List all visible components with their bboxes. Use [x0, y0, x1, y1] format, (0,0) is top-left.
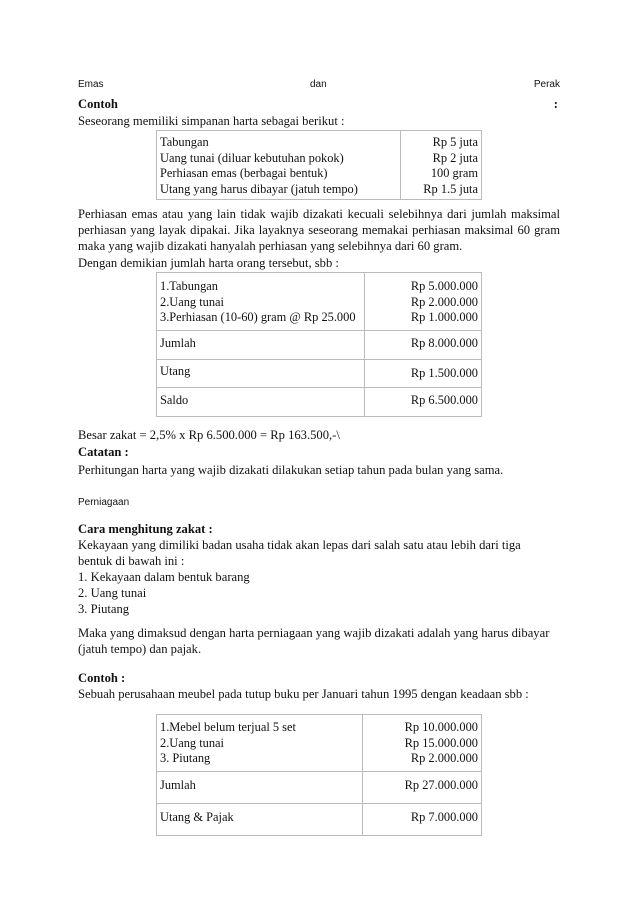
jumlah-label: Jumlah: [157, 331, 365, 360]
besar-zakat: Besar zakat = 2,5% x Rp 6.500.000 = Rp 163.500,-\: [78, 428, 340, 442]
asset-item: Utang yang harus dibayar (jatuh tempo): [160, 181, 358, 196]
utang-pajak-label: Utang & Pajak: [157, 804, 363, 836]
wealth-table: [156, 272, 482, 417]
wealth-items-cell: [157, 273, 365, 331]
business-value: Rp 15.000.000: [404, 735, 478, 750]
header-left: Emas: [78, 79, 104, 90]
jumlah-value: Rp 27.000.000: [363, 772, 482, 804]
paragraph-line: Perhiasan emas atau yang lain tidak wajib dizakati kecuali selebihnya dari jumlah maksimal: [78, 207, 560, 221]
maka-paragraph: [78, 625, 549, 657]
utang-pajak-value: Rp 7.000.000: [363, 804, 482, 836]
business-item: 2.Uang tunai: [160, 735, 225, 750]
paragraph-line: Maka yang dimaksud dengan harta perniagaan yang wajib dizakati adalah yang harus dibayar: [78, 626, 550, 640]
asset-values-cell: [401, 131, 482, 200]
cara-line: 2. Uang tunai: [78, 586, 147, 600]
business-item: 3. Piutang: [160, 751, 211, 765]
utang-label: Utang: [157, 360, 365, 388]
cara-heading: Cara menghitung zakat :: [78, 522, 213, 536]
saldo-value: Rp 6.500.000: [365, 388, 482, 417]
asset-table: [156, 130, 482, 200]
header-center: dan: [310, 79, 327, 90]
business-item: 1.Mebel belum terjual 5 set: [160, 720, 296, 734]
perniagaan-heading: Perniagaan: [78, 497, 130, 508]
wealth-value: Rp 5.000.000: [410, 279, 478, 293]
header-right: Perak: [533, 79, 560, 90]
asset-item: Uang tunai (diluar kebutuhan pokok): [160, 150, 344, 165]
paragraph-line: maka yang wajib dizakati hanyalah perhiasan yang selebihnya dari 60 gram.: [78, 239, 463, 253]
asset-item: Tabungan: [160, 135, 209, 149]
asset-value: 100 gram: [430, 166, 478, 180]
cara-line: Kekayaan yang dimiliki badan usaha tidak akan lepas dari salah satu atau lebih dari tiga: [78, 538, 521, 552]
cara-line: bentuk di bawah ini :: [78, 554, 185, 568]
asset-items-cell: [157, 131, 401, 200]
utang-value: Rp 1.500.000: [365, 360, 482, 388]
wealth-item: 2.Uang tunai: [160, 294, 225, 309]
saldo-label: Saldo: [157, 388, 365, 417]
contoh-heading: Contoh: [78, 97, 118, 111]
jumlah-value: Rp 8.000.000: [365, 331, 482, 360]
paragraph-line: perhiasan yang layak dipakai. Jika layaknya seseorang memakai perhiasan maksimal 60 gram: [78, 223, 560, 237]
contoh-colon: :: [553, 97, 558, 111]
cara-text: [78, 537, 521, 617]
asset-value: Rp 1.5 juta: [423, 181, 478, 196]
asset-value: Rp 2 juta: [432, 150, 478, 165]
business-value: Rp 2.000.000: [410, 751, 478, 765]
cara-line: 1. Kekayaan dalam bentuk barang: [78, 570, 250, 584]
business-table: [156, 714, 482, 836]
catatan-heading: Catatan :: [78, 445, 129, 459]
contoh2-text: Sebuah perusahaan meubel pada tutup buku per Januari tahun 1995 dengan keadaan sbb :: [78, 687, 529, 701]
paragraph-line: (jatuh tempo) dan pajak.: [78, 642, 202, 656]
business-value: Rp 10.000.000: [404, 720, 478, 734]
wealth-item: 1.Tabungan: [160, 279, 218, 293]
jumlah-label: Jumlah: [157, 772, 363, 804]
perhiasan-paragraph: [78, 206, 560, 254]
intro2-text: Dengan demikian jumlah harta orang tersebut, sbb :: [78, 256, 339, 270]
wealth-value: Rp 2.000.000: [410, 294, 478, 309]
wealth-value: Rp 1.000.000: [410, 310, 478, 324]
asset-value: Rp 5 juta: [432, 135, 478, 149]
business-items-cell: [157, 715, 363, 772]
wealth-values-cell: [365, 273, 482, 331]
cara-line: 3. Piutang: [78, 602, 130, 616]
wealth-item: 3.Perhiasan (10-60) gram @ Rp 25.000: [160, 310, 356, 324]
contoh2-heading: Contoh :: [78, 671, 126, 685]
business-values-cell: [363, 715, 482, 772]
intro-text: Seseorang memiliki simpanan harta sebagai berikut :: [78, 114, 345, 128]
catatan-text: Perhitungan harta yang wajib dizakati dilakukan setiap tahun pada bulan yang sama.: [78, 463, 504, 477]
asset-item: Perhiasan emas (berbagai bentuk): [160, 166, 328, 180]
